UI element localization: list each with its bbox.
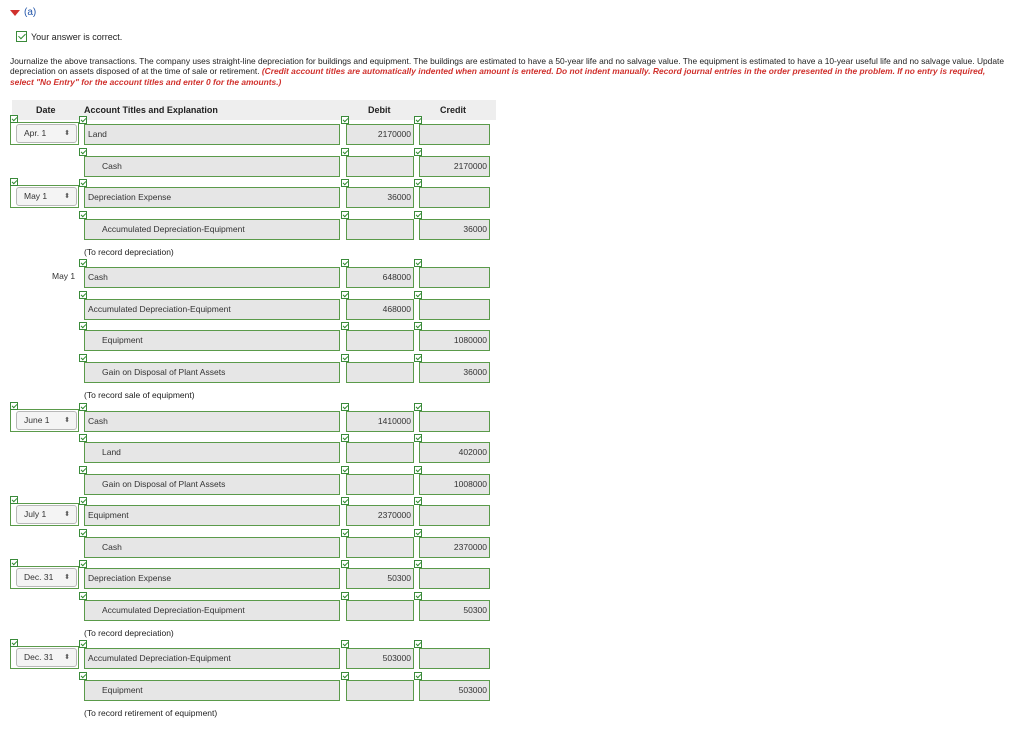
account-check-icon xyxy=(79,354,87,362)
debit-amount-field[interactable] xyxy=(346,474,414,495)
debit-check-icon xyxy=(341,640,349,648)
date-select[interactable] xyxy=(16,505,77,524)
debit-amount-field[interactable]: 2170000 xyxy=(346,124,414,145)
debit-amount-field[interactable] xyxy=(346,600,414,621)
account-title-field[interactable]: Cash xyxy=(84,537,340,558)
instructions xyxy=(10,56,1010,87)
select-arrows-icon: ⬍ xyxy=(64,417,70,424)
credit-check-icon xyxy=(414,322,422,330)
account-check-icon xyxy=(79,179,87,187)
entry-explanation: (To record retirement of equipment) xyxy=(84,708,218,718)
credit-amount-field[interactable] xyxy=(419,505,490,526)
credit-check-icon xyxy=(414,529,422,537)
debit-amount-field[interactable] xyxy=(346,219,414,240)
date-select-value: Apr. 1 xyxy=(24,128,47,138)
credit-check-icon xyxy=(414,116,422,124)
date-select[interactable] xyxy=(16,411,77,430)
account-title-field[interactable]: Accumulated Depreciation-Equipment xyxy=(84,299,340,320)
credit-check-icon xyxy=(414,672,422,680)
credit-check-icon xyxy=(414,560,422,568)
account-check-icon xyxy=(79,211,87,219)
credit-check-icon xyxy=(414,497,422,505)
credit-check-icon xyxy=(414,403,422,411)
correct-check-icon xyxy=(16,31,27,42)
account-check-icon xyxy=(79,403,87,411)
account-title-field[interactable]: Depreciation Expense xyxy=(84,187,340,208)
credit-amount-field[interactable]: 36000 xyxy=(419,362,490,383)
debit-check-icon xyxy=(341,466,349,474)
credit-amount-field[interactable]: 503000 xyxy=(419,680,490,701)
account-title-field[interactable]: Land xyxy=(84,124,340,145)
debit-check-icon xyxy=(341,116,349,124)
debit-amount-field[interactable]: 1410000 xyxy=(346,411,414,432)
debit-check-icon xyxy=(341,148,349,156)
credit-check-icon xyxy=(414,592,422,600)
account-check-icon xyxy=(79,466,87,474)
header-credit: Credit xyxy=(440,105,467,115)
account-check-icon xyxy=(79,148,87,156)
account-title-field[interactable]: Accumulated Depreciation-Equipment xyxy=(84,219,340,240)
debit-amount-field[interactable] xyxy=(346,362,414,383)
account-title-field[interactable]: Land xyxy=(84,442,340,463)
account-title-field[interactable]: Cash xyxy=(84,156,340,177)
date-select-value: July 1 xyxy=(24,509,47,519)
account-check-icon xyxy=(79,116,87,124)
credit-check-icon xyxy=(414,291,422,299)
account-title-field[interactable]: Cash xyxy=(84,411,340,432)
date-select-value: Dec. 31 xyxy=(24,652,54,662)
debit-check-icon xyxy=(341,672,349,680)
date-text: May 1 xyxy=(52,271,76,281)
account-check-icon xyxy=(79,529,87,537)
account-title-field[interactable]: Equipment xyxy=(84,680,340,701)
debit-check-icon xyxy=(341,592,349,600)
credit-amount-field[interactable] xyxy=(419,187,490,208)
answer-status xyxy=(16,31,122,42)
select-arrows-icon: ⬍ xyxy=(64,511,70,518)
credit-amount-field[interactable] xyxy=(419,648,490,669)
credit-check-icon xyxy=(414,148,422,156)
account-check-icon xyxy=(79,259,87,267)
credit-check-icon xyxy=(414,434,422,442)
credit-check-icon xyxy=(414,354,422,362)
debit-amount-field[interactable]: 503000 xyxy=(346,648,414,669)
header-debit: Debit xyxy=(368,105,391,115)
date-check-icon xyxy=(10,496,18,504)
section-label: (a) xyxy=(24,7,37,18)
credit-amount-field[interactable] xyxy=(419,411,490,432)
select-arrows-icon: ⬍ xyxy=(64,193,70,200)
header-date: Date xyxy=(36,105,56,115)
debit-check-icon xyxy=(341,434,349,442)
debit-check-icon xyxy=(341,291,349,299)
date-check-icon xyxy=(10,639,18,647)
account-check-icon xyxy=(79,497,87,505)
debit-amount-field[interactable]: 648000 xyxy=(346,267,414,288)
account-title-field[interactable]: Gain on Disposal of Plant Assets xyxy=(84,474,340,495)
collapse-triangle-icon[interactable] xyxy=(10,10,20,16)
debit-check-icon xyxy=(341,179,349,187)
date-select-value: May 1 xyxy=(24,191,48,201)
section-toggle[interactable] xyxy=(10,7,36,18)
debit-amount-field[interactable] xyxy=(346,537,414,558)
debit-check-icon xyxy=(341,529,349,537)
credit-check-icon xyxy=(414,466,422,474)
date-select-value: June 1 xyxy=(24,415,50,425)
debit-check-icon xyxy=(341,403,349,411)
debit-amount-field[interactable]: 468000 xyxy=(346,299,414,320)
date-select[interactable] xyxy=(16,568,77,587)
account-check-icon xyxy=(79,434,87,442)
debit-check-icon xyxy=(341,322,349,330)
debit-check-icon xyxy=(341,259,349,267)
account-title-field[interactable]: Equipment xyxy=(84,505,340,526)
account-title-field[interactable]: Accumulated Depreciation-Equipment xyxy=(84,600,340,621)
credit-amount-field[interactable] xyxy=(419,568,490,589)
account-check-icon xyxy=(79,640,87,648)
select-arrows-icon: ⬍ xyxy=(64,574,70,581)
date-select[interactable] xyxy=(16,648,77,667)
credit-amount-field[interactable]: 50300 xyxy=(419,600,490,621)
header-account: Account Titles and Explanation xyxy=(84,105,218,115)
credit-check-icon xyxy=(414,640,422,648)
credit-check-icon xyxy=(414,211,422,219)
credit-amount-field[interactable]: 1008000 xyxy=(419,474,490,495)
account-title-field[interactable]: Accumulated Depreciation-Equipment xyxy=(84,648,340,669)
credit-amount-field[interactable]: 1080000 xyxy=(419,330,490,351)
account-title-field[interactable]: Gain on Disposal of Plant Assets xyxy=(84,362,340,383)
credit-amount-field[interactable] xyxy=(419,124,490,145)
debit-check-icon xyxy=(341,497,349,505)
debit-check-icon xyxy=(341,354,349,362)
date-select-value: Dec. 31 xyxy=(24,572,54,582)
entry-explanation: (To record depreciation) xyxy=(84,247,174,257)
credit-amount-field[interactable] xyxy=(419,299,490,320)
date-select[interactable] xyxy=(16,187,77,206)
debit-check-icon xyxy=(341,560,349,568)
credit-amount-field[interactable] xyxy=(419,267,490,288)
date-check-icon xyxy=(10,178,18,186)
credit-amount-field[interactable]: 2170000 xyxy=(419,156,490,177)
debit-amount-field[interactable] xyxy=(346,330,414,351)
answer-status-text: Your answer is correct. xyxy=(31,31,123,42)
credit-amount-field[interactable]: 36000 xyxy=(419,219,490,240)
debit-amount-field[interactable] xyxy=(346,156,414,177)
debit-check-icon xyxy=(341,211,349,219)
account-title-field[interactable]: Cash xyxy=(84,267,340,288)
date-select[interactable] xyxy=(16,124,77,143)
credit-amount-field[interactable]: 2370000 xyxy=(419,537,490,558)
account-check-icon xyxy=(79,592,87,600)
debit-amount-field[interactable]: 2370000 xyxy=(346,505,414,526)
debit-amount-field[interactable] xyxy=(346,680,414,701)
entry-explanation: (To record sale of equipment) xyxy=(84,390,195,400)
date-check-icon xyxy=(10,115,18,123)
select-arrows-icon: ⬍ xyxy=(64,654,70,661)
entry-explanation: (To record depreciation) xyxy=(84,628,174,638)
instructions-note: (Credit account titles are automatically indented when amount is entered. Do not indent manually. Record journal entries in the order presented in the problem. If no entry is required, select "No Entry" for the account titles and enter 0 for the amounts.) xyxy=(10,66,986,87)
credit-amount-field[interactable]: 402000 xyxy=(419,442,490,463)
account-check-icon xyxy=(79,291,87,299)
account-title-field[interactable]: Depreciation Expense xyxy=(84,568,340,589)
account-check-icon xyxy=(79,560,87,568)
date-check-icon xyxy=(10,402,18,410)
credit-check-icon xyxy=(414,259,422,267)
instructions-main: Journalize the above transactions. The company uses straight-line depreciation for buildings and equipment. The buildings are estimated to have a 50-year life and no salvage value. The equipment is estimated to have a 10-year useful life and no salvage value. Update depreciation on assets disposed of at the time of sale or retirement. xyxy=(10,56,1004,77)
debit-amount-field[interactable]: 50300 xyxy=(346,568,414,589)
account-check-icon xyxy=(79,322,87,330)
account-title-field[interactable]: Equipment xyxy=(84,330,340,351)
credit-check-icon xyxy=(414,179,422,187)
date-check-icon xyxy=(10,559,18,567)
account-check-icon xyxy=(79,672,87,680)
debit-amount-field[interactable] xyxy=(346,442,414,463)
select-arrows-icon: ⬍ xyxy=(64,130,70,137)
debit-amount-field[interactable]: 36000 xyxy=(346,187,414,208)
